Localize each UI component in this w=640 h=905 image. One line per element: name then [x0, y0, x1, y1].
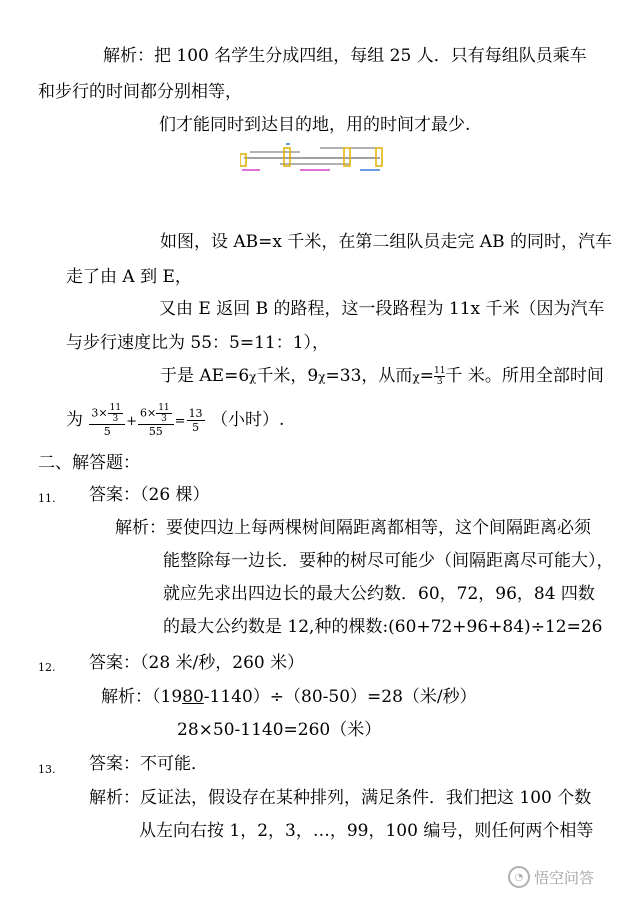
nested-fraction: [108, 403, 123, 424]
result-numerator: 13: [188, 407, 203, 420]
term-2-fraction: [138, 403, 174, 438]
watermark-text: 悟空问答: [534, 868, 595, 887]
solution-line-2: 走了由 A 到 E，: [66, 267, 192, 287]
analysis-12-line-1: [101, 685, 477, 709]
analysis-line-3: 们才能同时到达目的地，用的时间才最少.: [159, 115, 471, 135]
watermark: [508, 866, 594, 888]
chi-symbol: χ: [249, 370, 257, 384]
wukong-logo-icon: ◔: [508, 866, 530, 888]
section-heading: 二、解答题：: [38, 453, 140, 473]
nested-fraction: [156, 403, 171, 424]
equals-sign: =: [419, 366, 434, 386]
analysis-11-line-3: 就应先求出四边长的最大公约数．60，72，96，84 四数: [163, 584, 595, 604]
analysis-12-line-2: 28×50-1140=260（米）: [177, 720, 382, 740]
fraction-numerator: 11: [433, 366, 446, 376]
solution-line-3: 又由 E 返回 B 的路程，这一段路程为 11x 千米（因为汽车: [159, 299, 605, 319]
analysis-line-1: 解析：把 100 名学生分成四组，每组 25 人．只有每组队员乘车: [103, 46, 587, 66]
text-segment: =33，从而: [325, 366, 413, 386]
text-segment: （小时）.: [210, 410, 285, 430]
term-1-fraction: [89, 403, 125, 438]
analysis-line-2: 和步行的时间都分别相等，: [38, 82, 242, 102]
chi-symbol: χ: [318, 370, 326, 384]
nested-numerator: 11: [109, 403, 122, 413]
text-segment: 为: [66, 410, 83, 430]
analysis-11-line-2: 能整除每一边长．要种的树尽可能少（间隔距离尽可能大），: [163, 551, 614, 571]
time-formula-line: [66, 400, 284, 442]
answer-11: 答案：（26 棵）: [89, 485, 210, 505]
result-denominator: 5: [192, 421, 200, 434]
text-segment: 千 米。所用全部时间: [445, 366, 604, 386]
nested-numerator: 11: [158, 403, 170, 413]
text-segment: 解析：（19: [101, 687, 183, 707]
equals-sign: =: [174, 414, 186, 429]
term-2-denominator: 55: [148, 425, 163, 438]
text-segment: 于是 AE=6: [160, 366, 250, 386]
answer-13: 答案：不可能．: [89, 754, 208, 774]
question-number: 11.: [38, 492, 56, 505]
coefficient: 6×: [139, 406, 157, 420]
term-1-denominator: 5: [103, 425, 111, 438]
analysis-13-line-2: 从左向右按 1，2，3，…，99，100 编号，则任何两个相等: [139, 821, 594, 841]
nested-denominator: 3: [161, 414, 167, 424]
analysis-11-line-4: 的最大公约数是 12,种的棵数:(60+72+96+84)÷12=26: [163, 617, 603, 637]
question-number: 13.: [38, 763, 56, 776]
question-number: 12.: [38, 661, 56, 674]
text-segment: -1140）÷（80-50）=28（米/秒）: [203, 687, 477, 707]
answer-12: 答案：（28 米/秒，260 米）: [89, 653, 305, 673]
term-2-numerator: [138, 403, 174, 425]
term-1-numerator: [89, 403, 125, 425]
nested-denominator: 3: [112, 414, 119, 424]
result-fraction: [187, 407, 205, 434]
chi-symbol: χ: [412, 370, 420, 384]
solution-line-4: 与步行速度比为 55：5=11：1），: [66, 333, 330, 353]
plus-sign: +: [126, 414, 137, 429]
solution-line-1: 如图，设 AB=x 千米，在第二组队员走完 AB 的同时，汽车: [160, 232, 612, 252]
route-diagram: [240, 140, 384, 174]
x-value-fraction: [434, 366, 445, 387]
fraction-denominator: 3: [436, 377, 443, 387]
text-segment: 千米，9: [256, 366, 319, 386]
analysis-11-line-1: 解析：要使四边上每两棵树间隔距离都相等，这个间隔距离必须: [115, 518, 591, 538]
coefficient: 3×: [91, 406, 108, 420]
solution-line-5: [160, 364, 604, 389]
analysis-13-line-1: 解析：反证法，假设存在某种排列，满足条件．我们把这 100 个数: [89, 788, 592, 808]
underlined-digits: 80: [182, 687, 204, 707]
